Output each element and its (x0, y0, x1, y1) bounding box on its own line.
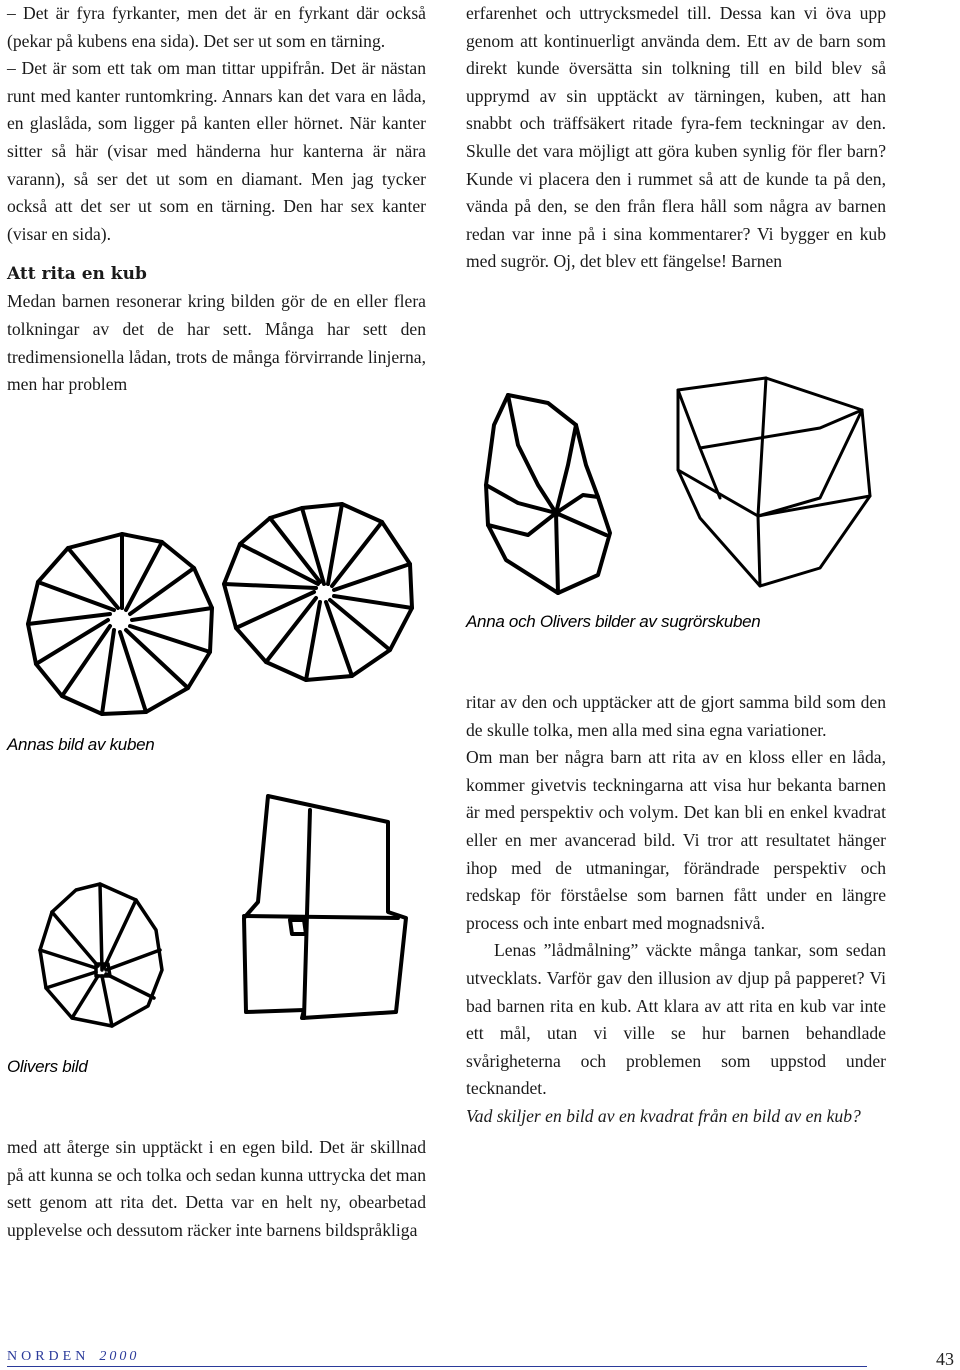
footer-year: 2000 (99, 1349, 140, 1364)
figure-caption-straw-cube: Anna och Olivers bilder av sugrörskuben (466, 612, 761, 631)
figure-caption-oliver: Olivers bild (7, 1057, 88, 1076)
left-column-top (7, 0, 426, 399)
right-column-top (466, 0, 886, 276)
quote-paragraph-2: – Det är som ett tak om man tittar uppifrån. Det är nästan runt med kanter runtomkring. Annars kan det vara en låda, en glaslåda, som ligger på kanten eller hörnet. När kanter sitter så här (visar med händerna hur kanterna är nära varann), så ser det ut som en diamant. Men jag tycker också att det ser ut som en tärning. Den har sex kanter (visar en sida). (7, 58, 426, 244)
body-paragraph: ritar av den och upptäcker att de gjort samma bild som den de skulle tolka, men alla med sina egna variationer. (466, 692, 886, 740)
footer-brand-name: NORDEN (7, 1349, 90, 1364)
quote-paragraph-1: – Det är fyra fyrkanter, men det är en fyrkant där också (pekar på kubens ena sida). Det ser ut som en tärning. (7, 3, 426, 51)
anna-spiral-drawing-1 (22, 528, 222, 720)
footer-brand (7, 1349, 139, 1365)
page-number: 43 (936, 1349, 954, 1369)
straw-cube-drawing-oliver (660, 378, 900, 590)
body-paragraph: Lenas ”lådmålning” väckte många tankar, som sedan utvecklats. Varför gav den illusion av djup på papperet? Vi bad barnen rita en kub. Att klara av att rita en kub var inte ett mål, utan vi ville se hur barnen behandlade svårigheterna och problemen som uppstod under tecknandet. (466, 940, 886, 1099)
body-paragraph: Om man ber några barn att rita av en kloss eller en låda, kommer givetvis teckningarna att visa hur bekanta barnen är med perspektiv och volym. Det kan bli en enkel kvadrat eller en mer avancerad bild. Vi tror att resultatet hänger ihop med de utmaningar, förändrade perspektiv och redskap för förståelse som barnen fått under en längre process och inte enbart med mognadsnivå. (466, 747, 886, 933)
oliver-four-squares-drawing (238, 792, 410, 1024)
right-column-bottom (466, 689, 886, 1131)
section-heading: Att rita en kub (7, 264, 147, 285)
left-column-bottom (7, 1134, 426, 1244)
body-paragraph: med att återge sin upptäckt i en egen bild. Det är skillnad på att kunna se och tolka och sedan kunna uttrycka det man sett genom att rita det. Detta var en helt ny, obearbetad upplevelse och dessutom räcker inte barnens bildspråkliga (7, 1137, 426, 1240)
footer-rule (7, 1366, 867, 1367)
body-paragraph: erfarenhet och uttrycksmedel till. Dessa kan vi öva upp genom att kontinuerligt använda dem. Ett av de barn som direkt kunde översätta sin tolkning till en bild blev så upprymd av sin upptäckt av tärningen, kuben, att han snabbt och träffsäkert ritade fyra-fem teckningar av den. Skulle det vara möjligt att göra kuben synlig för fler barn? Kunde vi placera den i rummet så att de kunde ta på den, vända på den, se den från flera håll som några av barnen redan var inne på i sina kommentarer? Vi bygger en kub med sugrör. Oj, det blev ett fängelse! Barnen (466, 3, 886, 272)
figure-caption-anna: Annas bild av kuben (7, 735, 155, 754)
closing-question: Vad skiljer en bild av en kvadrat från en bild av en kub? (466, 1105, 861, 1126)
body-paragraph: Medan barnen resonerar kring bilden gör de en eller flera tolkningar av det de har sett. Många har sett den tredimensionella lådan, trots de många förvirrande linjerna, men har problem (7, 291, 426, 395)
anna-spiral-drawing-2 (222, 504, 418, 682)
straw-cube-drawing-anna (478, 385, 618, 595)
oliver-wheel-drawing (36, 880, 166, 1030)
